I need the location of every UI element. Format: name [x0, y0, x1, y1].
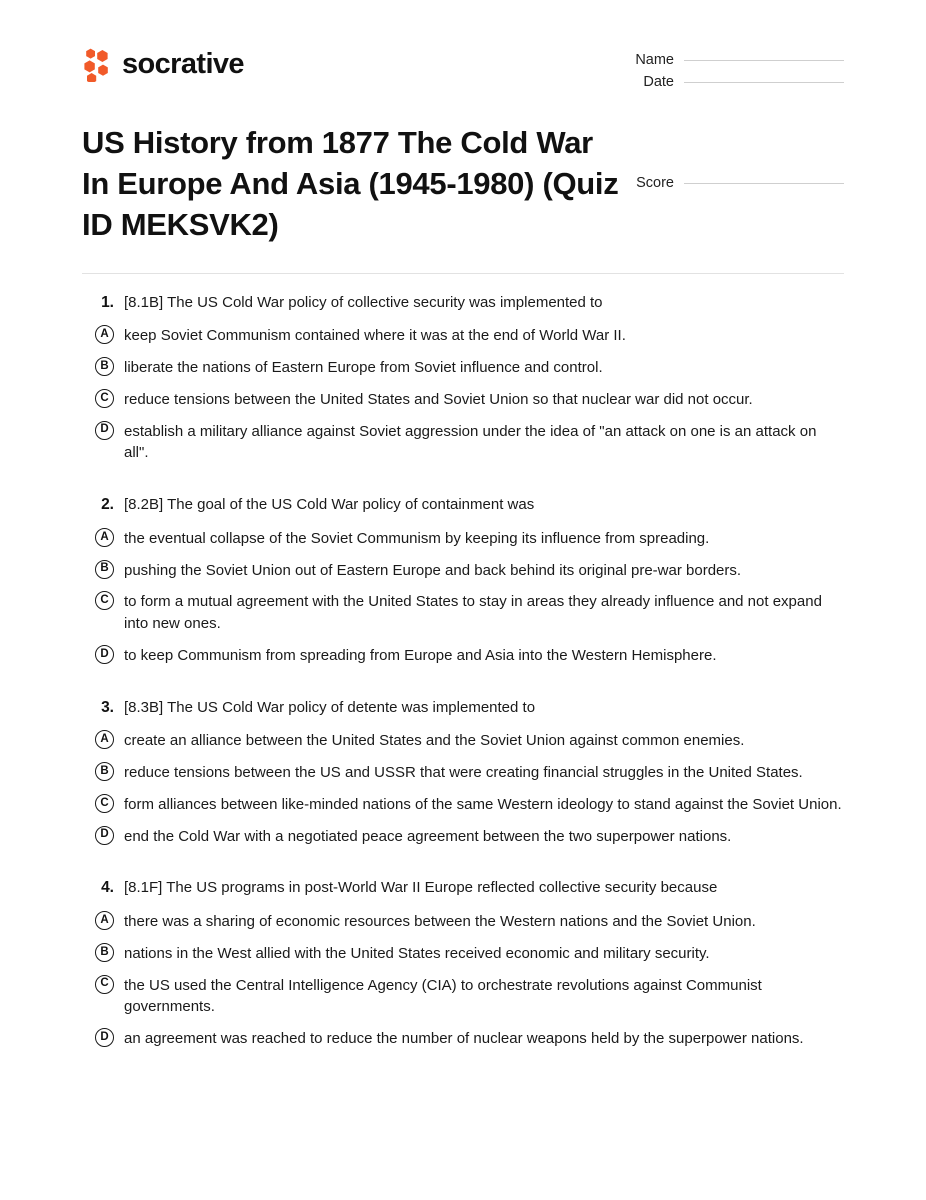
answer-option[interactable]	[82, 590, 844, 635]
score-label: Score	[636, 175, 674, 191]
answer-option[interactable]	[82, 729, 844, 752]
answer-option-text: create an alliance between the United States and the Soviet Union against common enemies.	[124, 732, 745, 750]
answer-option-text: liberate the nations of Eastern Europe from Soviet influence and control.	[124, 359, 603, 377]
answer-option-letter: D	[95, 421, 114, 440]
answer-option[interactable]	[82, 942, 844, 965]
answer-option-bubble[interactable]	[82, 559, 124, 579]
score-write-in-line[interactable]	[684, 182, 844, 184]
answer-option-letter: C	[95, 591, 114, 610]
answer-option-letter: D	[95, 1028, 114, 1047]
answer-option-bubble[interactable]	[82, 761, 124, 781]
date-label: Date	[643, 74, 674, 90]
name-write-in-line[interactable]	[684, 59, 844, 61]
name-label: Name	[635, 52, 674, 68]
answer-option-text: nations in the West allied with the United States received economic and military security.	[124, 944, 710, 962]
answer-option-text: to keep Communism from spreading from Europe and Asia into the Western Hemisphere.	[124, 646, 717, 664]
question-text: [8.2B] The goal of the US Cold War policy of containment was	[124, 496, 535, 514]
answer-option-letter: D	[95, 826, 114, 845]
answer-option-text: establish a military alliance against Soviet aggression under the idea of "an attack on one is an attack on all".	[124, 422, 817, 462]
answer-option-letter: A	[95, 730, 114, 749]
answer-option[interactable]	[82, 910, 844, 933]
answer-option-letter: A	[95, 528, 114, 547]
answer-option-bubble[interactable]	[82, 910, 124, 930]
answer-option-text: an agreement was reached to reduce the number of nuclear weapons held by the superpower nations.	[124, 1030, 804, 1048]
answer-option-letter: A	[95, 911, 114, 930]
answer-option-bubble[interactable]	[82, 527, 124, 547]
date-field-row	[599, 74, 844, 96]
question-number: 1.	[101, 293, 114, 311]
answer-option-text: end the Cold War with a negotiated peace agreement between the two superpower nations.	[124, 827, 732, 845]
answer-option-text: to form a mutual agreement with the United States to stay in areas they already influence and not expand into new ones.	[124, 593, 822, 633]
question-stem	[82, 877, 844, 899]
answer-option-bubble[interactable]	[82, 974, 124, 994]
answer-option[interactable]	[82, 388, 844, 411]
questions-list	[0, 274, 926, 1050]
question-text: [8.1B] The US Cold War policy of collective security was implemented to	[124, 293, 603, 311]
answer-option-letter: C	[95, 794, 114, 813]
answer-option[interactable]	[82, 324, 844, 347]
answer-option-bubble[interactable]	[82, 644, 124, 664]
answer-option[interactable]	[82, 825, 844, 848]
question-text: [8.1F] The US programs in post-World War II Europe reflected collective security because	[124, 879, 718, 897]
answer-option-letter: C	[95, 975, 114, 994]
answer-option[interactable]	[82, 974, 844, 1019]
socrative-hexagon-logo-icon	[82, 48, 112, 82]
answer-option[interactable]	[82, 356, 844, 379]
question-item	[82, 292, 844, 465]
answer-option-bubble[interactable]	[82, 590, 124, 610]
name-field-row	[599, 52, 844, 74]
answer-option[interactable]	[82, 761, 844, 784]
answer-option-text: keep Soviet Communism contained where it was at the end of World War II.	[124, 327, 626, 345]
date-write-in-line[interactable]	[684, 81, 844, 83]
brand-logo	[82, 48, 244, 82]
answer-option[interactable]	[82, 559, 844, 582]
answer-option-bubble[interactable]	[82, 825, 124, 845]
answer-option-bubble[interactable]	[82, 324, 124, 344]
answer-option-bubble[interactable]	[82, 356, 124, 376]
answer-option-letter: C	[95, 389, 114, 408]
answer-option[interactable]	[82, 527, 844, 550]
question-number: 4.	[101, 879, 114, 897]
answer-option-bubble[interactable]	[82, 388, 124, 408]
answer-option[interactable]	[82, 1027, 844, 1050]
answer-option-text: there was a sharing of economic resources between the Western nations and the Soviet Union.	[124, 913, 756, 931]
answer-option[interactable]	[82, 793, 844, 816]
question-number: 2.	[101, 496, 114, 514]
answer-option-letter: A	[95, 325, 114, 344]
question-item	[82, 494, 844, 667]
answer-option-text: reduce tensions between the United States and Soviet Union so that nuclear war did not occur.	[124, 390, 753, 408]
answer-option-text: form alliances between like-minded nations of the same Western ideology to stand against the Soviet Union.	[124, 795, 842, 813]
student-meta-fields	[599, 52, 844, 96]
question-stem	[82, 292, 844, 314]
answer-option-bubble[interactable]	[82, 942, 124, 962]
answer-option-letter: B	[95, 943, 114, 962]
answer-option-text: the US used the Central Intelligence Agency (CIA) to orchestrate revolutions against Communist governments.	[124, 976, 762, 1016]
question-item	[82, 877, 844, 1050]
question-number: 3.	[101, 698, 114, 716]
question-stem	[82, 697, 844, 719]
answer-option-letter: B	[95, 560, 114, 579]
answer-option-text: the eventual collapse of the Soviet Communism by keeping its influence from spreading.	[124, 529, 710, 547]
answer-option-text: reduce tensions between the US and USSR that were creating financial struggles in the United States.	[124, 764, 803, 782]
page-title: US History from 1877 The Cold War In Europe And Asia (1945-1980) (Quiz ID MEKSVK2)	[82, 125, 619, 243]
answer-option-bubble[interactable]	[82, 793, 124, 813]
answer-option-letter: D	[95, 645, 114, 664]
answer-option-letter: B	[95, 357, 114, 376]
answer-option-text: pushing the Soviet Union out of Eastern Europe and back behind its original pre-war borders.	[124, 561, 742, 579]
question-stem	[82, 494, 844, 516]
question-item	[82, 697, 844, 848]
answer-option-letter: B	[95, 762, 114, 781]
answer-option[interactable]	[82, 420, 844, 465]
question-text: [8.3B] The US Cold War policy of detente was implemented to	[124, 698, 536, 716]
answer-option-bubble[interactable]	[82, 1027, 124, 1047]
answer-option[interactable]	[82, 644, 844, 667]
answer-option-bubble[interactable]	[82, 420, 124, 440]
score-field-row	[599, 175, 844, 197]
answer-option-bubble[interactable]	[82, 729, 124, 749]
brand-name: socrative	[122, 47, 244, 80]
